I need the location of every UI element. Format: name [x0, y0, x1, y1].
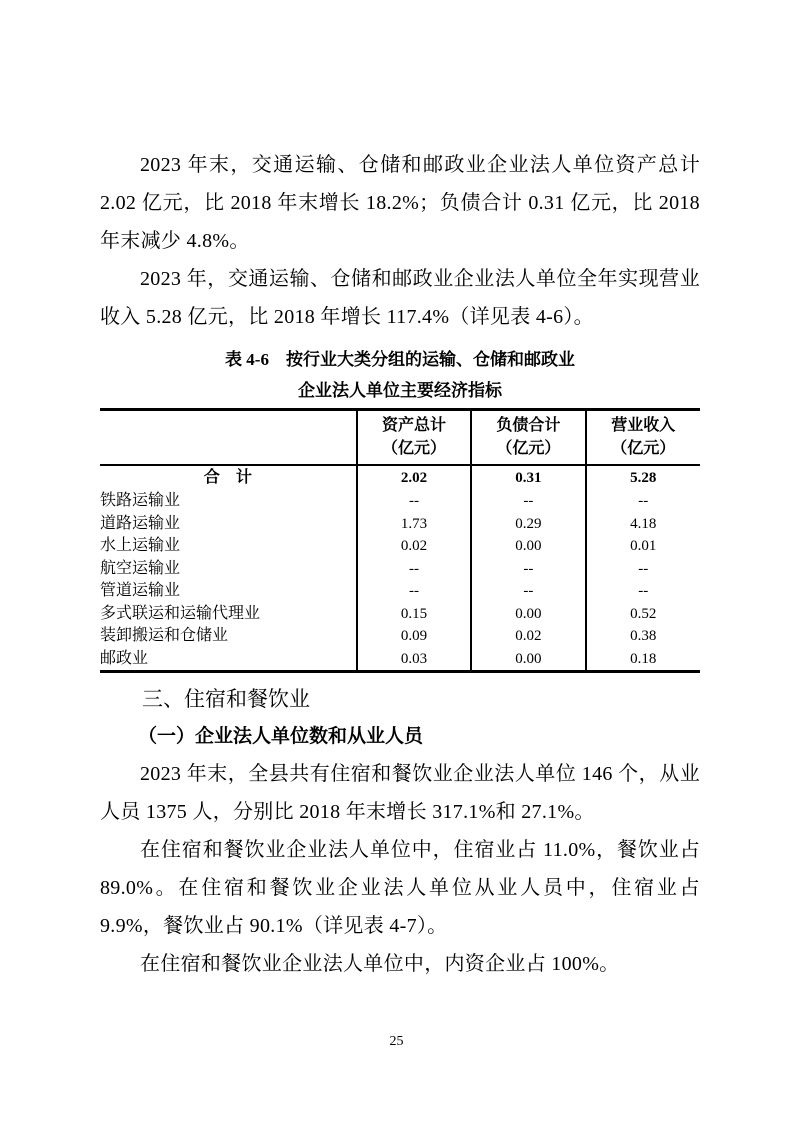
table-title-line2: 企业法人单位主要经济指标: [298, 381, 502, 400]
row-liabilities-value: --: [471, 558, 585, 581]
table-row: [100, 625, 700, 648]
row-assets-value: 1.73: [357, 513, 471, 536]
row-assets-value: 0.03: [357, 648, 471, 672]
row-label: 道路运输业: [100, 514, 181, 532]
row-label: 装卸搬运和仓储业: [100, 627, 229, 644]
table-row: [100, 513, 700, 536]
table-header-assets: [357, 410, 471, 466]
row-revenue-value: --: [586, 490, 700, 513]
row-liabilities-value: 0.00: [471, 648, 585, 672]
row-liabilities-value: --: [471, 490, 585, 513]
row-liabilities-value: --: [471, 580, 585, 603]
table-title-line1: 表 4-6 按行业大类分组的运输、仓储和邮政业: [225, 350, 575, 369]
row-assets-value: --: [357, 558, 471, 581]
subsection-heading-legal-entities: （一）企业法人单位数和从业人员: [138, 726, 424, 747]
table-header-row: [100, 410, 700, 466]
row-label: 多式联运和运输代理业: [100, 604, 261, 622]
column-title: 营业收入: [611, 417, 676, 434]
table-header-empty-cell: [100, 410, 357, 466]
row-revenue-value: 0.01: [586, 535, 700, 558]
row-revenue-value: 4.18: [586, 513, 700, 536]
row-assets-value: --: [357, 580, 471, 603]
table-row: [100, 603, 700, 626]
row-revenue-value: --: [586, 580, 700, 603]
table-4-6: [100, 408, 700, 673]
row-label: 水上运输业: [100, 537, 181, 554]
row-liabilities-value: 0.00: [471, 603, 585, 626]
row-label: 管道运输业: [100, 582, 181, 599]
section-heading-accommodation-catering: 三、住宿和餐饮业: [142, 687, 310, 711]
row-label: 铁路运输业: [100, 492, 181, 509]
table-row: [100, 490, 700, 513]
row-label: 合 计: [203, 469, 252, 486]
column-title: 负债合计: [496, 417, 561, 434]
row-liabilities-value: 0.31: [471, 465, 585, 490]
row-revenue-value: 0.18: [586, 648, 700, 672]
column-unit: （亿元）: [496, 440, 561, 457]
row-liabilities-value: 0.00: [471, 535, 585, 558]
paragraph-domestic-share: 在住宿和餐饮业企业法人单位中，内资企业占 100%。: [140, 953, 620, 975]
table-row: [100, 648, 700, 672]
paragraph-revenue: 2023 年，交通运输、仓储和邮政业企业法人单位全年实现营业收入 5.28 亿元，比 2018 年增长 117.4%（详见表 4-6）。: [100, 268, 700, 328]
column-unit: （亿元）: [381, 440, 446, 457]
table-row-total: [100, 465, 700, 490]
table-row: [100, 580, 700, 603]
paragraph-industry-shares: 在住宿和餐饮业企业法人单位中，住宿业占 11.0%，餐饮业占 89.0%。在住宿和餐饮业企业法人单位从业人员中，住宿业占 9.9%，餐饮业占 90.1%（详见表 4-7）。: [100, 839, 700, 937]
table-title: [100, 344, 700, 406]
page-content: [100, 146, 700, 983]
row-label: 邮政业: [100, 649, 149, 667]
column-unit: （亿元）: [611, 440, 676, 457]
table-header-liabilities: [471, 410, 585, 466]
row-revenue-value: 0.38: [586, 625, 700, 648]
row-liabilities-value: 0.29: [471, 513, 585, 536]
column-title: 资产总计: [381, 417, 446, 434]
row-assets-value: 0.09: [357, 625, 471, 648]
row-assets-value: 2.02: [357, 465, 471, 490]
row-revenue-value: 5.28: [586, 465, 700, 490]
paragraph-assets-liabilities: 2023 年末，交通运输、仓储和邮政业企业法人单位资产总计 2.02 亿元，比 2018 年末增长 18.2%；负债合计 0.31 亿元，比 2018 年末减少 4.8%。: [100, 154, 700, 252]
table-row: [100, 558, 700, 581]
paragraph-units-employees: 2023 年末，全县共有住宿和餐饮业企业法人单位 146 个，从业人员 1375 人，分别比 2018 年末增长 317.1%和 27.1%。: [100, 763, 700, 823]
row-revenue-value: 0.52: [586, 603, 700, 626]
row-assets-value: 0.02: [357, 535, 471, 558]
row-liabilities-value: 0.02: [471, 625, 585, 648]
row-assets-value: --: [357, 490, 471, 513]
row-assets-value: 0.15: [357, 603, 471, 626]
table-header-revenue: [586, 410, 700, 466]
row-label: 航空运输业: [100, 559, 181, 577]
table-row: [100, 535, 700, 558]
page-number: 25: [389, 1034, 404, 1049]
row-revenue-value: --: [586, 558, 700, 581]
